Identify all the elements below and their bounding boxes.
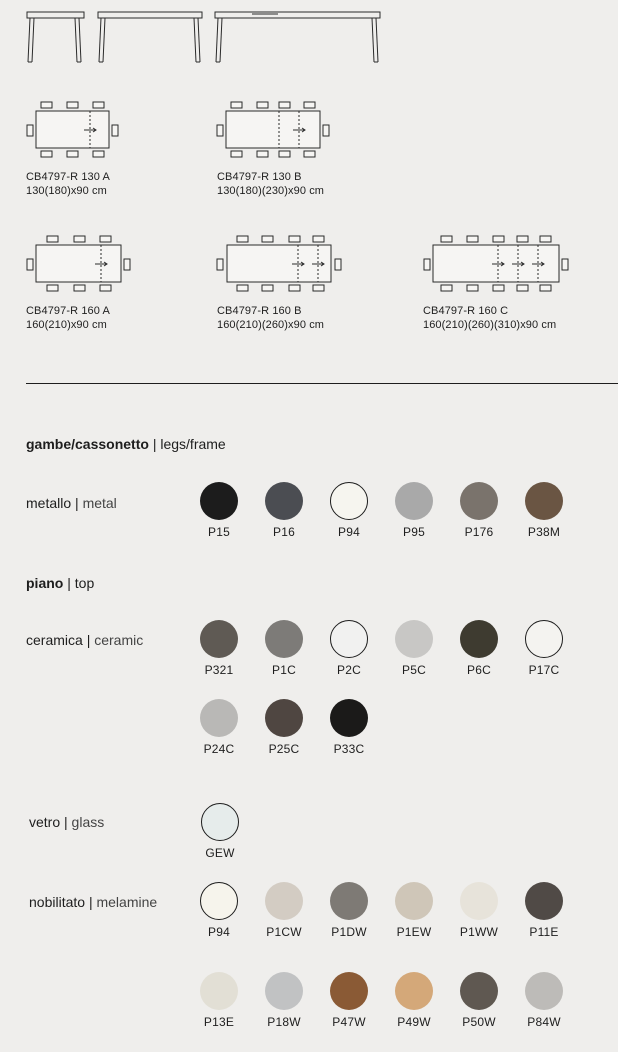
- swatch-melamine-p1ew[interactable]: [384, 882, 444, 939]
- table-code: CB4797-R 160 A: [26, 305, 110, 317]
- swatch-ceramic-p321[interactable]: [189, 620, 249, 677]
- swatch-circle: [525, 482, 563, 520]
- swatch-circle: [200, 482, 238, 520]
- swatch-code: P95: [403, 525, 425, 539]
- swatch-ceramic-p6c[interactable]: [449, 620, 509, 677]
- swatch-circle: [330, 699, 368, 737]
- table-dimensions: 160(210)(260)(310)x90 cm: [423, 319, 557, 331]
- swatch-metal-p16[interactable]: [254, 482, 314, 539]
- swatch-circle: [330, 882, 368, 920]
- swatch-circle: [265, 972, 303, 1010]
- swatch-ceramic-p24c[interactable]: [189, 699, 249, 756]
- row-label-main: ceramica: [26, 632, 83, 648]
- row-label-ceramic: ceramica | ceramic: [26, 632, 144, 648]
- divider: [26, 383, 618, 384]
- swatch-ceramic-p5c[interactable]: [384, 620, 444, 677]
- swatch-melamine-p94[interactable]: [189, 882, 249, 939]
- table-label-160b: [217, 304, 324, 332]
- swatch-circle: [460, 620, 498, 658]
- row-label-main: nobilitato: [29, 894, 86, 910]
- section-title-legs: gambe/cassonetto | legs/frame: [26, 436, 226, 452]
- swatch-metal-p95[interactable]: [384, 482, 444, 539]
- table-dimensions: 160(210)x90 cm: [26, 319, 107, 331]
- swatch-metal-p94[interactable]: [319, 482, 379, 539]
- swatch-code: P15: [208, 525, 230, 539]
- row-label-secondary: melamine: [96, 894, 158, 910]
- swatch-melamine-p1ww[interactable]: [449, 882, 509, 939]
- swatch-circle: [265, 699, 303, 737]
- swatch-code: P94: [338, 525, 360, 539]
- swatch-code: P24C: [203, 742, 235, 756]
- swatch-circle: [201, 803, 239, 841]
- swatch-code: P38M: [527, 525, 561, 539]
- swatch-melamine-p1dw[interactable]: [319, 882, 379, 939]
- swatch-circle: [460, 882, 498, 920]
- swatch-circle: [265, 882, 303, 920]
- swatch-melamine-p18w[interactable]: [254, 972, 314, 1029]
- swatch-circle: [395, 972, 433, 1010]
- swatch-code: P11E: [529, 925, 559, 939]
- swatch-melamine-p13e[interactable]: [189, 972, 249, 1029]
- row-label-secondary: glass: [71, 814, 105, 830]
- swatch-code: P16: [273, 525, 295, 539]
- swatch-circle: [265, 620, 303, 658]
- table-code: CB4797-R 130 A: [26, 171, 110, 183]
- table-dimensions: 160(210)(260)x90 cm: [217, 319, 325, 331]
- swatch-circle: [330, 620, 368, 658]
- swatch-code: P17C: [528, 663, 560, 677]
- table-code: CB4797-R 160 B: [217, 305, 302, 317]
- row-label-metal: metallo | metal: [26, 495, 117, 511]
- swatch-melamine-p84w[interactable]: [514, 972, 574, 1029]
- swatch-melamine-p1cw[interactable]: [254, 882, 314, 939]
- swatch-circle: [330, 972, 368, 1010]
- swatch-melamine-p49w[interactable]: [384, 972, 444, 1029]
- swatch-code: P18W: [267, 1015, 301, 1029]
- swatch-circle: [395, 482, 433, 520]
- swatch-code: P1WW: [459, 925, 499, 939]
- swatch-code: P47W: [332, 1015, 366, 1029]
- swatch-circle: [460, 482, 498, 520]
- section-title-top: piano | top: [26, 575, 95, 591]
- swatch-code: P321: [204, 663, 234, 677]
- row-label-glass: vetro | glass: [29, 814, 105, 830]
- swatch-metal-p15[interactable]: [189, 482, 249, 539]
- row-label-main: metallo: [26, 495, 72, 511]
- swatch-ceramic-p1c[interactable]: [254, 620, 314, 677]
- swatch-ceramic-p33c[interactable]: [319, 699, 379, 756]
- swatch-circle: [200, 620, 238, 658]
- swatch-circle: [395, 620, 433, 658]
- section-title-secondary: top: [74, 575, 95, 591]
- swatch-circle: [330, 482, 368, 520]
- swatch-code: P25C: [268, 742, 300, 756]
- row-label-main: vetro: [29, 814, 61, 830]
- swatch-melamine-p47w[interactable]: [319, 972, 379, 1029]
- table-label-130a: [26, 170, 110, 198]
- table-label-160c: [423, 304, 556, 332]
- swatch-circle: [200, 882, 238, 920]
- table-dimensions: 130(180)x90 cm: [26, 185, 107, 197]
- swatch-code: P84W: [527, 1015, 561, 1029]
- swatch-metal-p38m[interactable]: [514, 482, 574, 539]
- swatch-code: P1CW: [266, 925, 302, 939]
- table-label-130b: [217, 170, 324, 198]
- swatch-code: P6C: [467, 663, 491, 677]
- swatch-circle: [265, 482, 303, 520]
- swatch-circle: [200, 699, 238, 737]
- table-dimensions: 130(180)(230)x90 cm: [217, 185, 325, 197]
- swatch-code: P1EW: [396, 925, 432, 939]
- table-code: CB4797-R 130 B: [217, 171, 302, 183]
- table-code: CB4797-R 160 C: [423, 305, 509, 317]
- swatch-code: P50W: [462, 1015, 496, 1029]
- row-label-secondary: ceramic: [94, 632, 144, 648]
- table-label-160a: [26, 304, 110, 332]
- swatch-code: P176: [464, 525, 494, 539]
- swatch-code: GEW: [205, 846, 235, 860]
- swatch-code: P33C: [333, 742, 365, 756]
- swatch-code: P2C: [337, 663, 361, 677]
- section-title-secondary: legs/frame: [160, 436, 226, 452]
- swatch-circle: [525, 972, 563, 1010]
- swatch-code: P1DW: [331, 925, 367, 939]
- row-label-melamine: nobilitato | melamine: [29, 894, 158, 910]
- swatch-metal-p176[interactable]: [449, 482, 509, 539]
- swatch-melamine-p11e[interactable]: [514, 882, 574, 939]
- row-label-secondary: metal: [82, 495, 117, 511]
- swatch-code: P13E: [203, 1015, 235, 1029]
- swatch-circle: [460, 972, 498, 1010]
- swatch-ceramic-p25c[interactable]: [254, 699, 314, 756]
- swatch-circle: [395, 882, 433, 920]
- swatch-circle: [525, 620, 563, 658]
- swatch-code: P94: [208, 925, 230, 939]
- swatch-circle: [525, 882, 563, 920]
- swatch-code: P1C: [272, 663, 296, 677]
- table-plans: [0, 0, 618, 300]
- swatch-code: P5C: [402, 663, 426, 677]
- swatch-code: P49W: [397, 1015, 431, 1029]
- swatch-ceramic-p2c[interactable]: [319, 620, 379, 677]
- swatch-circle: [200, 972, 238, 1010]
- section-title-main: piano: [26, 575, 64, 591]
- swatch-melamine-p50w[interactable]: [449, 972, 509, 1029]
- section-title-main: gambe/cassonetto: [26, 436, 149, 452]
- swatch-glass-gew[interactable]: [190, 803, 250, 860]
- swatch-ceramic-p17c[interactable]: [514, 620, 574, 677]
